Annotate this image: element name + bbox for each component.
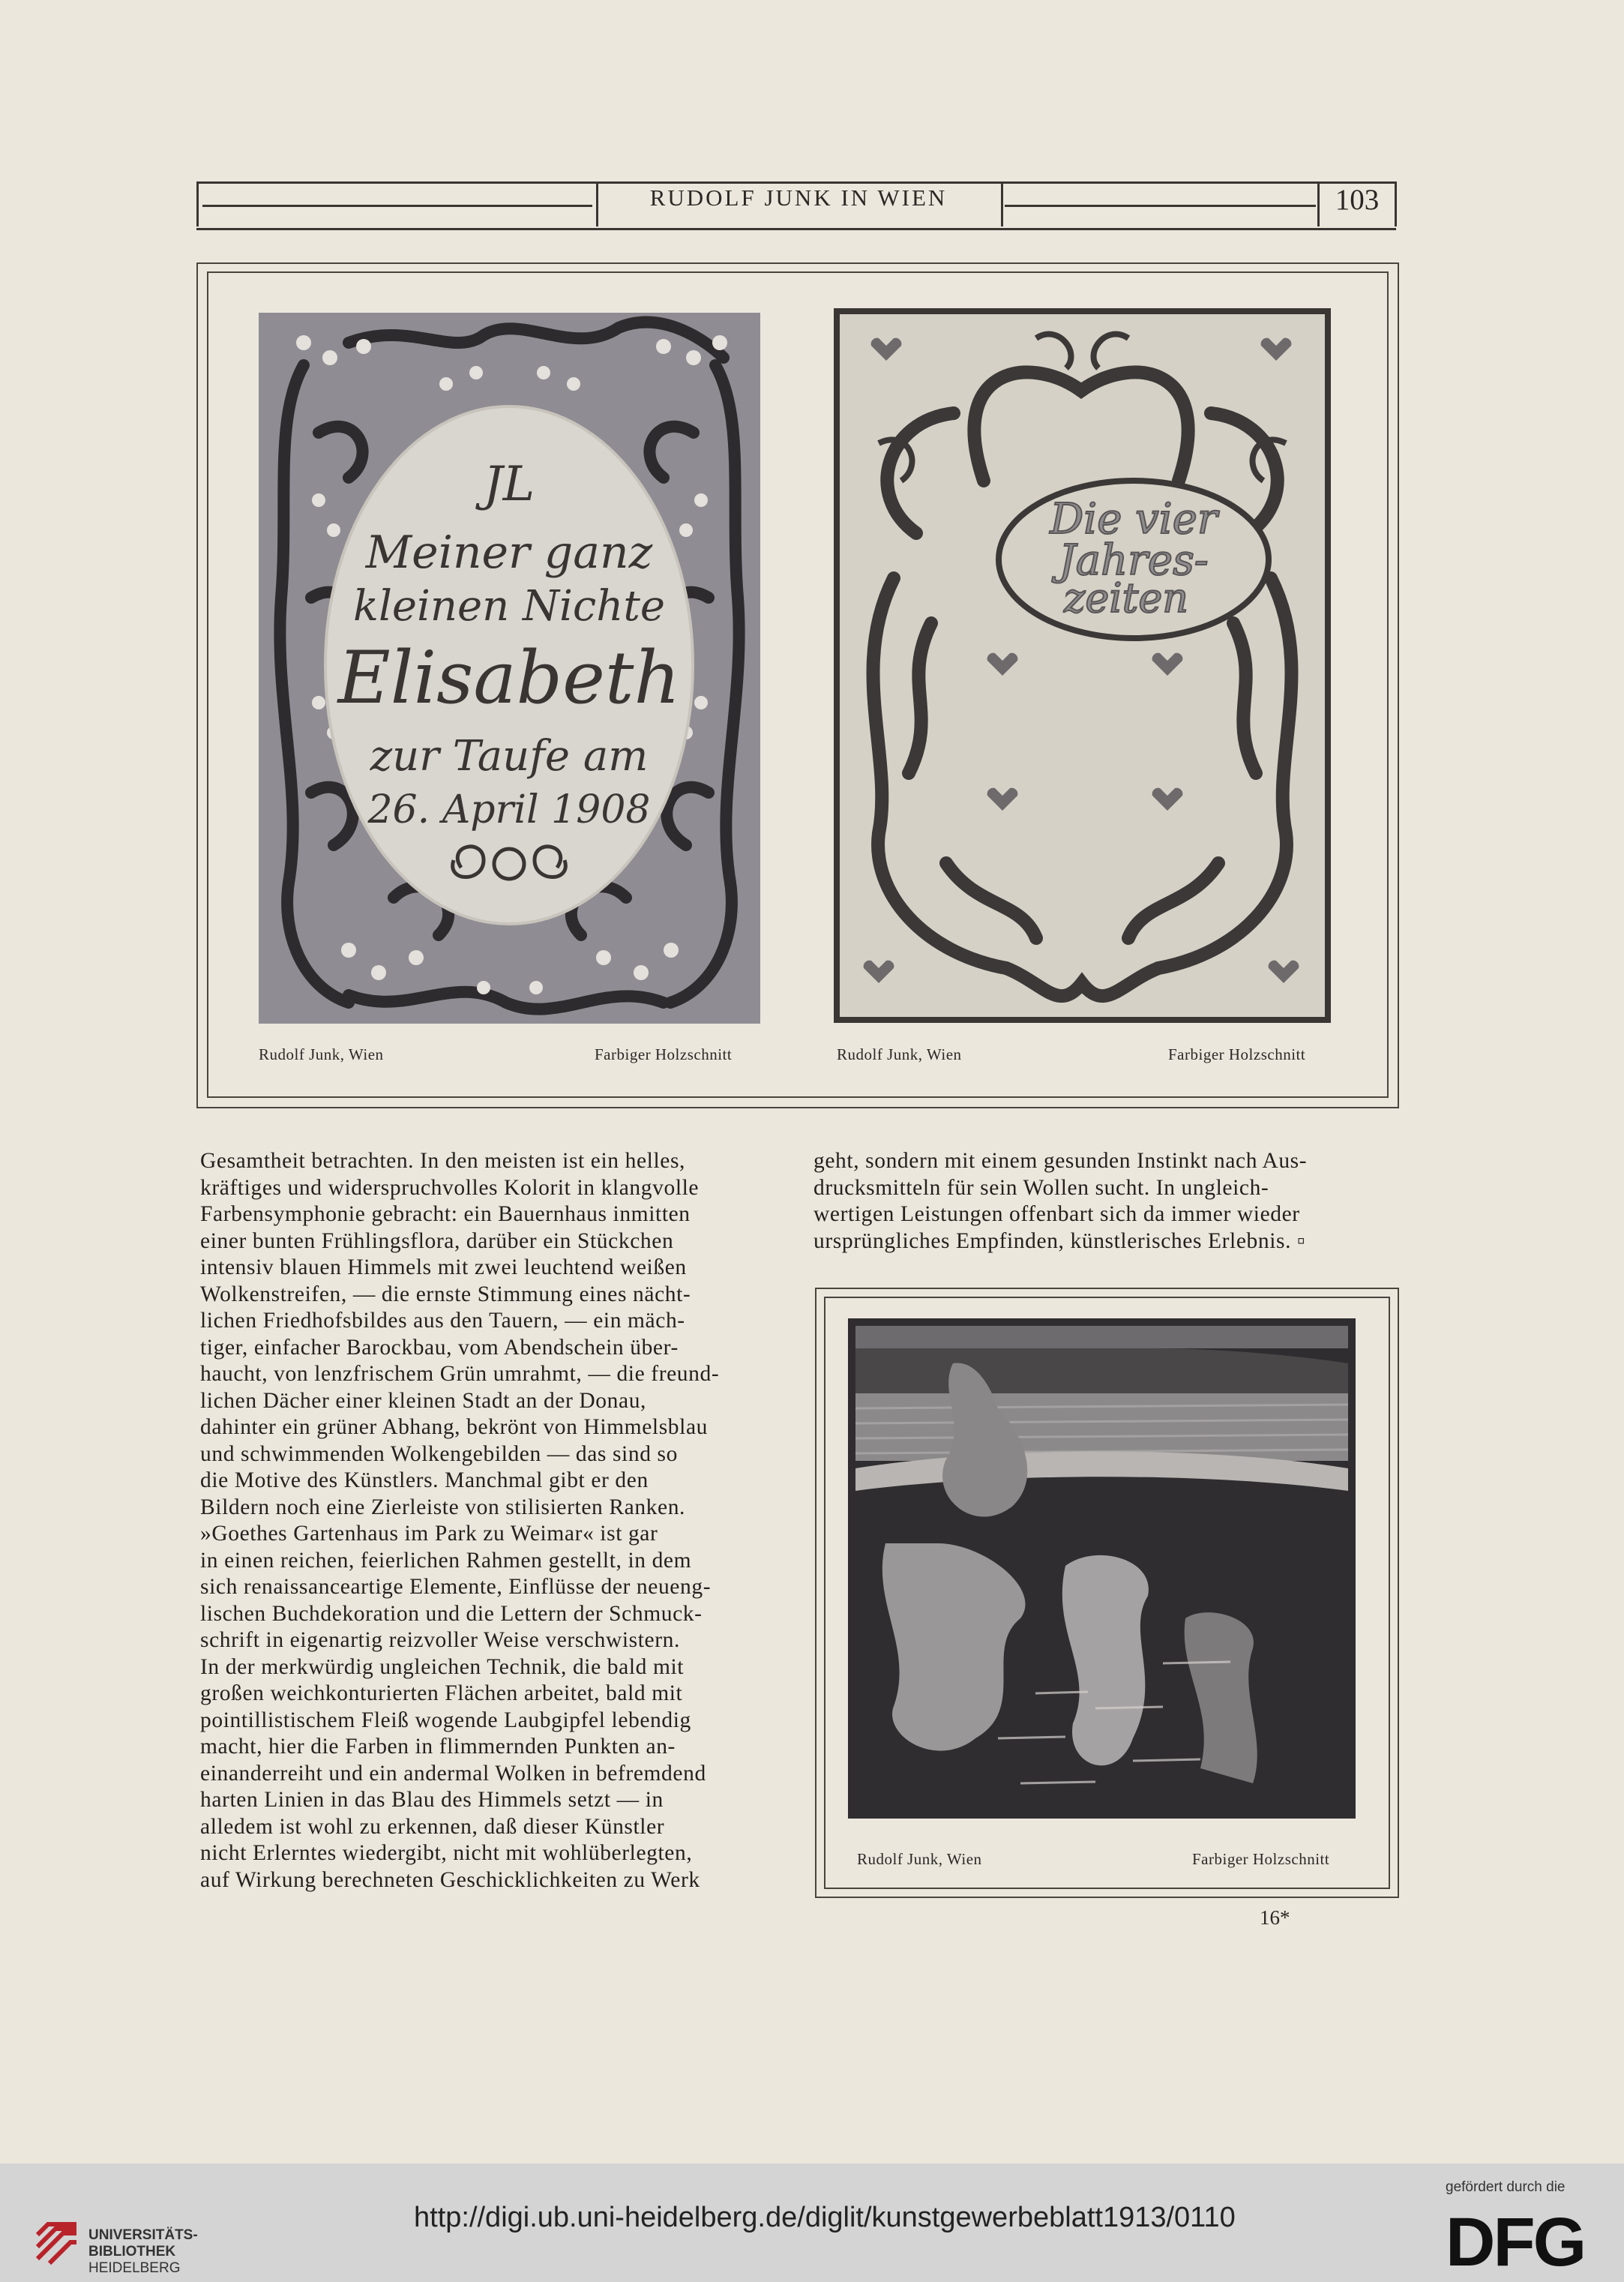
library-line-3: HEIDELBERG (88, 2260, 181, 2276)
page-number: 103 (1335, 184, 1380, 216)
card-title-line-1: Die vier (1050, 495, 1218, 544)
library-line-2: BIBLIOTHEK (88, 2244, 176, 2260)
ub-logo-icon (33, 2220, 81, 2268)
header-rule-bottom (196, 228, 1396, 230)
card-title-line-3: zeiten (1063, 574, 1189, 622)
card-line-3: kleinen Nichte (353, 582, 665, 631)
card-line-5: zur Taufe am (370, 732, 649, 781)
fountain-woodcut-plate (848, 1318, 1356, 1819)
left-plate-technique: Farbiger Holzschnitt (595, 1045, 733, 1063)
right-column-text: geht, sondern mit einem gesunden Instinkt nach Aus- drucksmitteln für sein Wollen sucht. In ungleich- wertigen Leistungen offenbart sich da immer wieder ursprüngliches Empfinden, künstlerisches Erlebnis. ▫ (813, 1149, 1308, 1253)
funded-by-text: gefördert durch die (1446, 2179, 1566, 2195)
card-line-2: Meiner ganz (365, 526, 653, 579)
card-line-4: Elisabeth (337, 636, 681, 720)
card-line-6: 26. April 1908 (367, 787, 651, 832)
header-mid-box (1001, 181, 1318, 226)
running-head: RUDOLF JUNK IN WIEN (649, 184, 948, 211)
right-plate-artist: Rudolf Junk, Wien (837, 1045, 962, 1063)
bottom-plate-artist: Rudolf Junk, Wien (857, 1850, 982, 1868)
library-line-1: UNIVERSITÄTS- (88, 2227, 198, 2243)
source-url-link[interactable]: http://digi.ub.uni-heidelberg.de/diglit/kunstgewerbeblatt1913/0110 (414, 2202, 1236, 2233)
right-plate-technique: Farbiger Holzschnitt (1168, 1045, 1306, 1063)
left-plate-artist: Rudolf Junk, Wien (259, 1045, 384, 1063)
header-left-box (196, 181, 598, 226)
christening-card-plate (259, 313, 760, 1024)
bottom-plate-technique: Farbiger Holzschnitt (1192, 1850, 1330, 1868)
card-line-1: JL (483, 457, 535, 512)
dfg-logo: DFG (1446, 2204, 1585, 2281)
left-column-text: Gesamtheit betrachten. In den meisten ist ein helles, kräftiges und widerspruchvolles Kolorit in klangvolle Farbensymphonie gebracht: ein Bauernhaus inmitten einer bunten Frühlingsflora, darüber ein Stückchen intensiv blauen Himmels mit zwei leuchtend weißen Wolkenstreifen, — die ernste Stimmung eines nächt- lichen Friedhofsbildes aus den Tauern, — ein mäch- tiger, einfacher Barockbau, vom Abendschein über- haucht, von lenzfrischem Grün umrahmt, — die freund- lichen Dächer einer kleinen Stadt an der Donau, dahinter ein grüner Abhang, bekrönt von Himmelsblau und schwimmenden Wolkengebilden — das sind so die Motive des Künstlers. Manchmal gibt er den Bildern noch eine Zierleiste von stilisierten Ranken. »Goethes Gartenhaus im Park zu Weimar« ist gar in einen reichen, feierlichen Rahmen gestellt, in dem sich renaissanceartige Elemente, Einflüsse der neueng- lischen Buchdekoration und die Lettern der Schmuck- schrift in eigenartig reizvoller Weise verschwistern. In der merkwürdig ungleichen Technik, die bald mit großen weichkonturierten Flächen arbeitet, bald mit pointillistischem Fleiß wogende Laubgipfel lebendig macht, hier die Farben in flimmernden Punkten an- einanderreiht und ein andermal Wolken in befremdend harten Linien in das Blau des Himmels setzt — in alledem ist wohl zu erkennen, daß dieser Künstler nicht Erlerntes wiedergibt, nicht mit wohlüberlegten, auf Wirkung berechneten Geschicklichkeiten zu Werk (200, 1149, 720, 1892)
header-left-line (202, 205, 592, 207)
library-name (88, 2227, 198, 2277)
signature-mark: 16* (1260, 1906, 1290, 1929)
card-title-line-2: Jahres- (1059, 536, 1209, 585)
four-seasons-card-plate (834, 308, 1331, 1023)
